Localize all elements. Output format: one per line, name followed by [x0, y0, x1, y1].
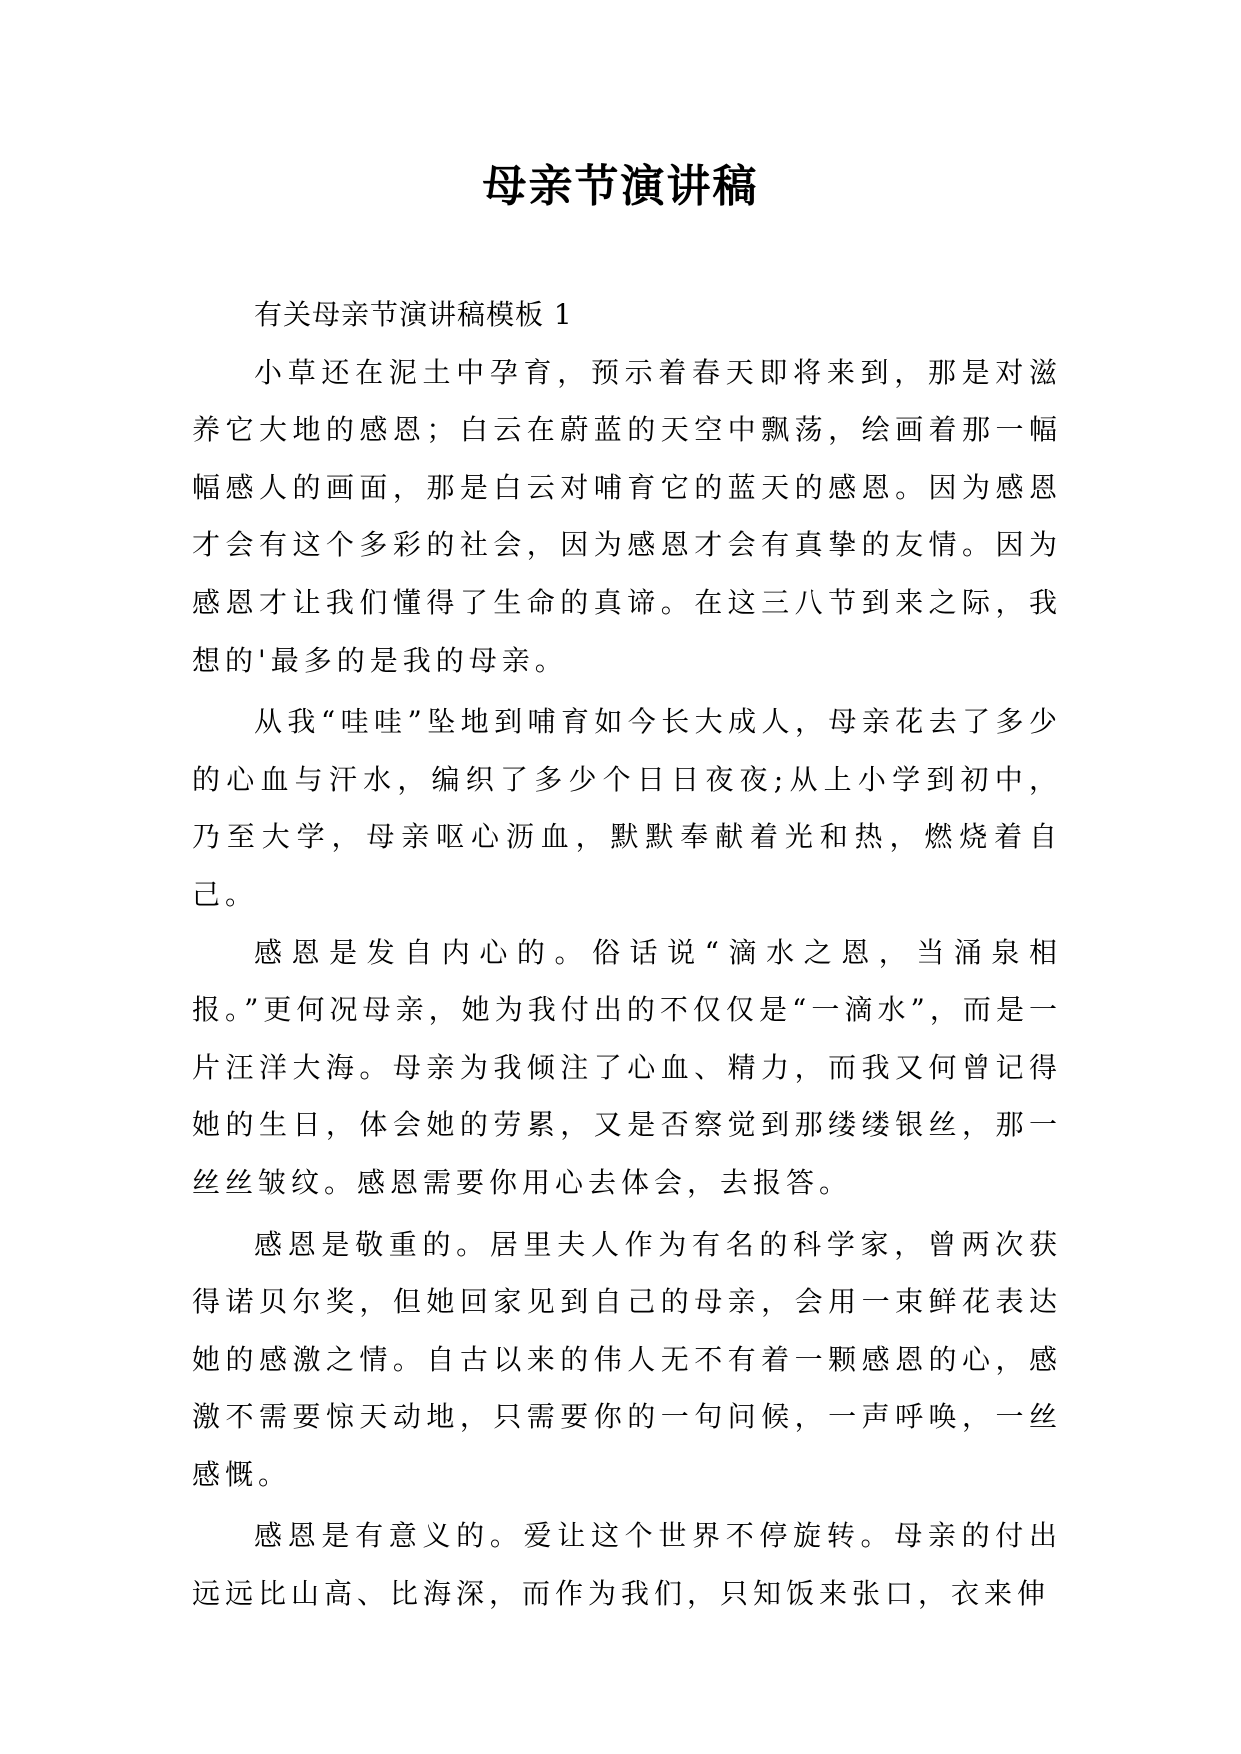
document-title: 母亲节演讲稿: [482, 161, 759, 212]
document-subtitle: 有关母亲节演讲稿模板 1: [254, 298, 573, 331]
paragraph-4: 感恩是敬重的。居里夫人作为有名的科学家，曾两次获得诺贝尔奖，但她回家见到自己的母亲，会用一束鲜花表达她的感激之情。自古以来的伟人无不有着一颗感恩的心，感激不需要惊天动地，只需要你的一句问候，一声呼唤，一丝感慨。: [192, 1227, 1062, 1491]
paragraph-1: 小草还在泥土中孕育，预示着春天即将来到，那是对滋养它大地的感恩；白云在蔚蓝的天空中飘荡，绘画着那一幅幅感人的画面，那是白云对哺育它的蓝天的感恩。因为感恩才会有这个多彩的社会，因为感恩才会有真挚的友情。因为感恩才让我们懂得了生命的真谛。在这三八节到来之际，我想的'最多的是我的母亲。: [192, 355, 1062, 677]
document-body: [192, 286, 1062, 1623]
paragraph-5: 感恩是有意义的。爱让这个世界不停旋转。母亲的付出远远比山高、比海深，而作为我们，只知饭来张口，衣来伸: [192, 1519, 1062, 1611]
paragraph-2: 从我“哇哇”坠地到哺育如今长大成人，母亲花去了多少的心血与汗水，编织了多少个日日夜夜;从上小学到初中，乃至大学，母亲呕心沥血，默默奉献着光和热，燃烧着自己。: [192, 705, 1062, 911]
paragraph-3: 感恩是发自内心的。俗话说“滴水之恩，当涌泉相报。”更何况母亲，她为我付出的不仅仅是“一滴水”，而是一片汪洋大海。母亲为我倾注了心血、精力，而我又何曾记得她的生日，体会她的劳累，又是否察觉到那缕缕银丝，那一丝丝皱纹。感恩需要你用心去体会，去报答。: [192, 935, 1062, 1199]
